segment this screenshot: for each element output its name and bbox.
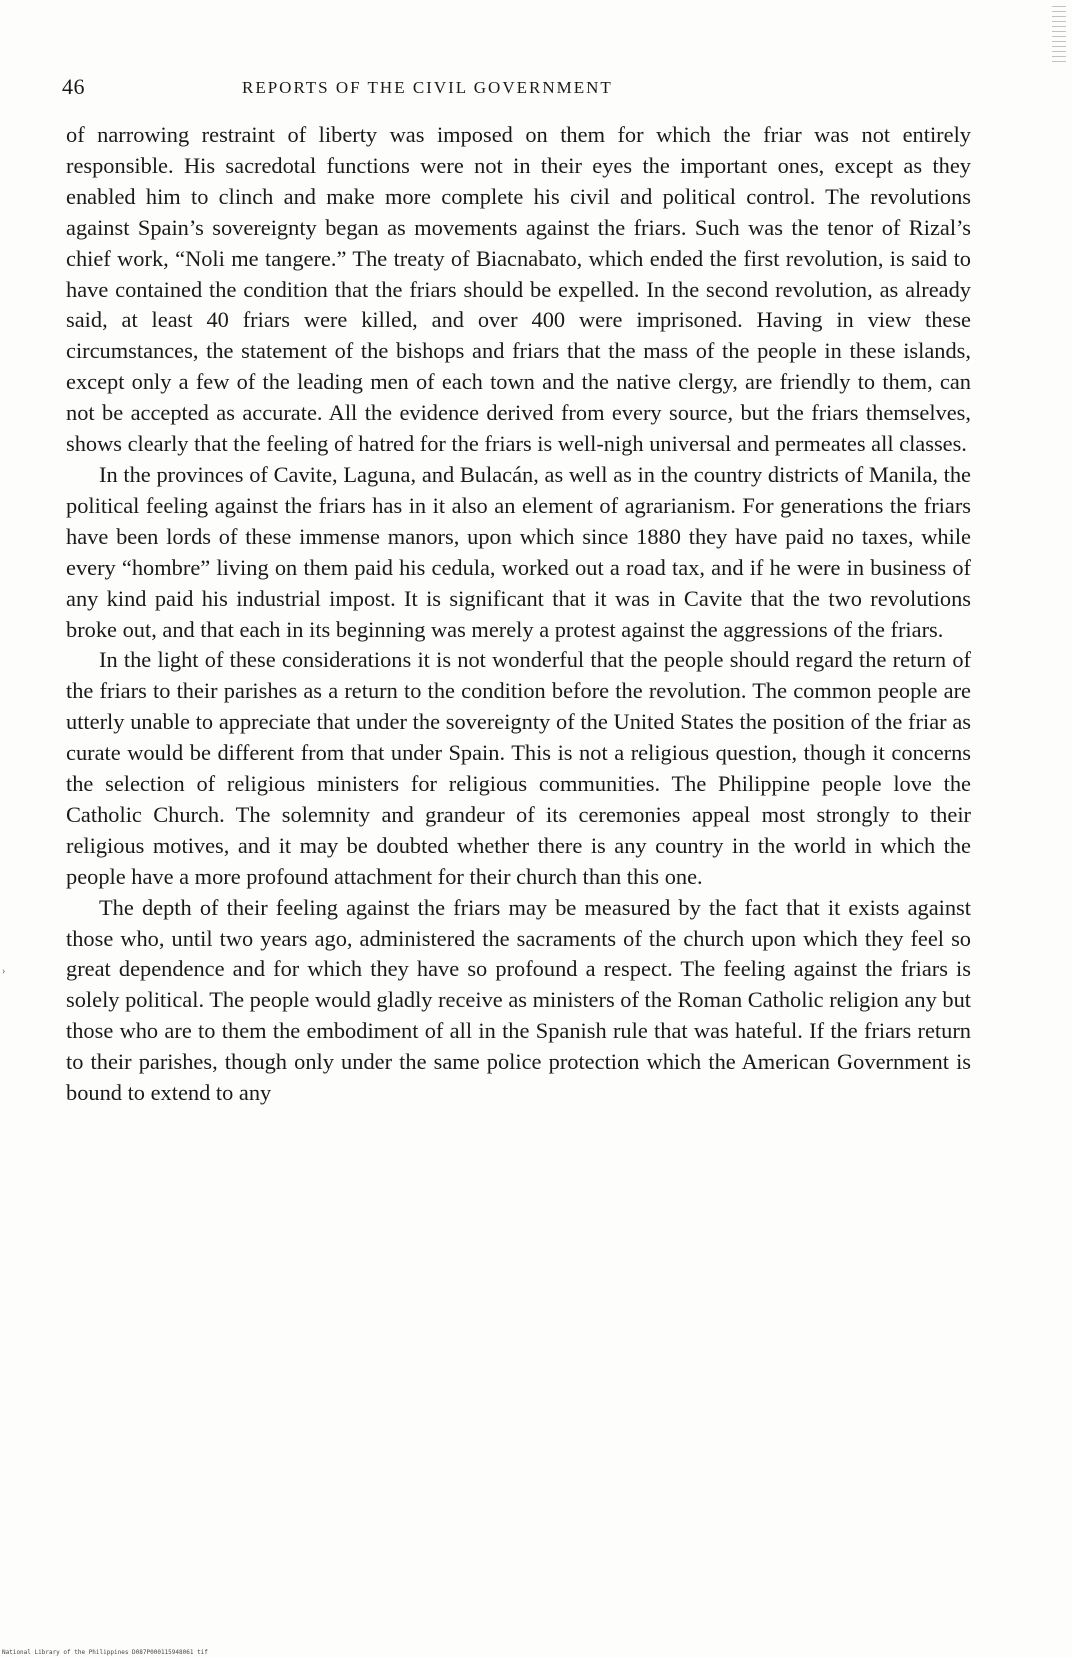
scan-credit: National Library of the Philippines D087P000115948061 tif xyxy=(2,1649,208,1656)
margin-mark: › xyxy=(2,966,6,977)
body-text xyxy=(66,120,971,1109)
paragraph-2: In the provinces of Cavite, Laguna, and Bulacán, as well as in the country districts of Manila, the political feeling against the friars has in it also an element of agrarianism. For generations the friars have been lords of these immense manors, upon which since 1880 they have paid no taxes, while every “hombre” living on them paid his cedula, worked out a road tax, and if he were in business of any kind paid his industrial impost. It is significant that it was in Cavite that the two revolutions broke out, and that each in its beginning was merely a protest against the aggressions of the friars. xyxy=(66,461,971,642)
paragraph-4: The depth of their feeling against the friars may be measured by the fact that it exists against those who, until two years ago, administered the sacraments of the church upon which they feel so great dependence and for which they have so profound a respect. The feeling against the friars is solely political. The people would gladly receive as ministers of the Roman Catholic religion any but those who are to them the embodiment of all in the Spanish rule that was hateful. If the friars return to their parishes, though only under the same police protection which the American Government is bound to extend to any xyxy=(66,894,971,1106)
running-head: REPORTS OF THE CIVIL GOVERNMENT xyxy=(242,78,613,97)
paragraph-1: of narrowing restraint of liberty was imposed on them for which the friar was not entirely responsible. His sacredotal functions were not in their eyes the important ones, except as they enabled him to clinch and make more complete his civil and political control. The revolutions against Spain’s sovereignty began as movements against the friars. Such was the tenor of Rizal’s chief work, “Noli me tangere.” The treaty of Biacnabato, which ended the first revolution, is said to have contained the condition that the friars should be expelled. In the second revolution, as already said, at least 40 friars were killed, and over 400 were imprisoned. Having in view these circumstances, the statement of the bishops and friars that the mass of the people in these islands, except only a few of the leading men of each town and the native clergy, are friendly to them, can not be accepted as accurate. All the evidence derived from every source, but the friars themselves, shows clearly that the feeling of hatred for the friars is well-nigh universal and permeates all classes. xyxy=(66,122,971,457)
scan-artifact xyxy=(1052,6,1066,62)
page-number: 46 xyxy=(62,74,85,99)
paragraph-3: In the light of these considerations it is not wonderful that the people should regard the return of the friars to their parishes as a return to the condition before the revolution. The common people are utterly unable to appreciate that under the sovereignty of the United States the position of the friar as curate would be different from that under Spain. This is not a religious question, though it concerns the selection of religious ministers for religious communities. The Philippine people love the Catholic Church. The solemnity and grandeur of its ceremonies appeal most strongly to their religious motives, and it may be doubted whether there is any country in the world in which the people have a more profound attachment for their church than this one. xyxy=(66,647,971,889)
page-header xyxy=(62,74,962,104)
